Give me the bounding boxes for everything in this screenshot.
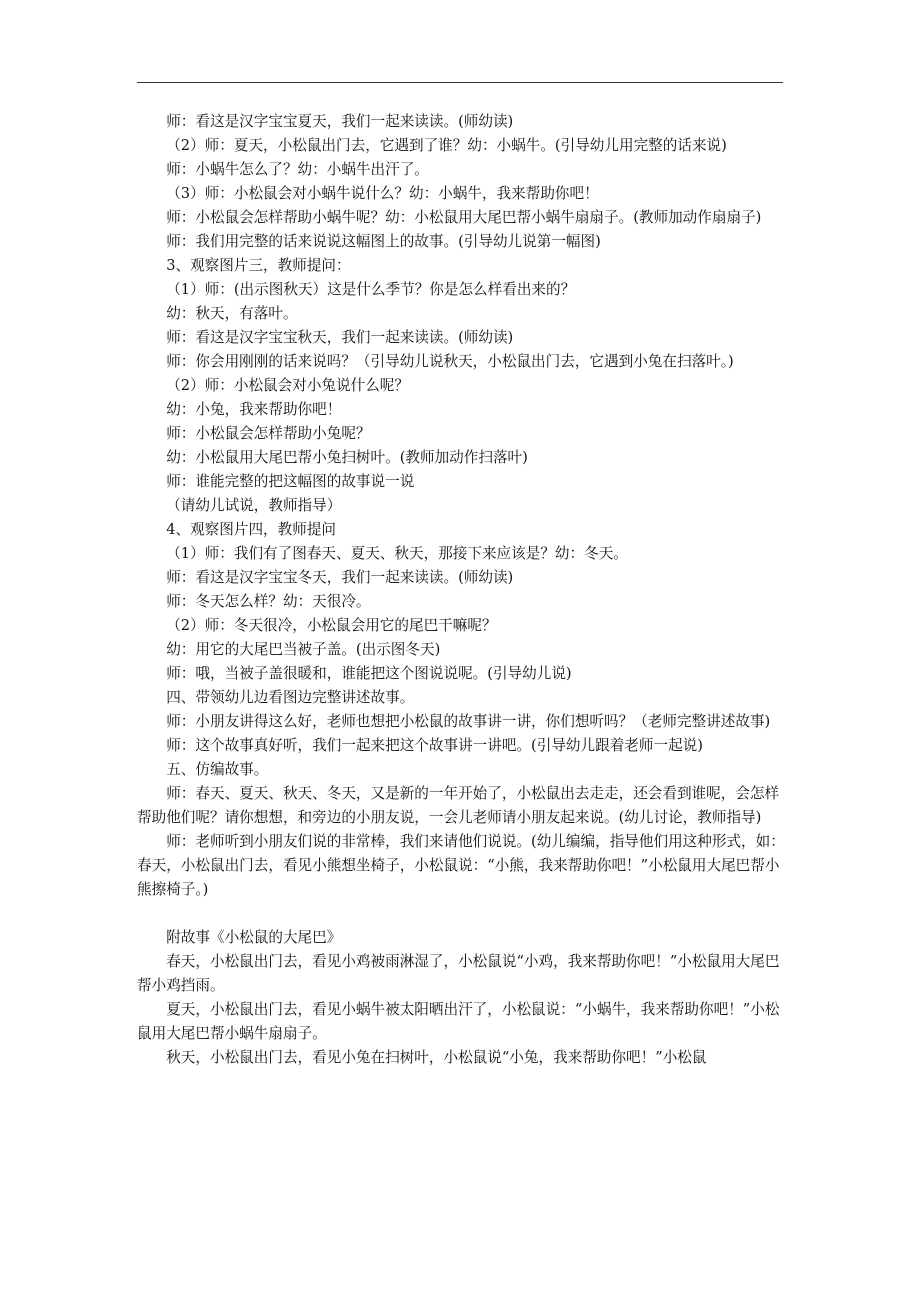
paragraph: 幼：用它的大尾巴当被子盖。(出示图冬天)	[166, 641, 441, 658]
paragraph: （2）师：小松鼠会对小兔说什么呢？	[166, 377, 409, 394]
paragraph: （1）师：(出示图秋天）这是什么季节？你是怎么样看出来的？	[166, 281, 576, 298]
paragraph: 师：这个故事真好听，我们一起来把这个故事讲一讲吧。(引导幼儿跟着老师一起说)	[166, 737, 703, 754]
paragraph: 师：小松鼠会怎样帮助小兔呢？	[166, 425, 371, 442]
story-paragraph: 秋天，小松鼠出门去，看见小兔在扫树叶，小松鼠说“小兔，我来帮助你吧！”小松鼠	[166, 1049, 707, 1066]
paragraph: 师：我们用完整的话来说说这幅图上的故事。(引导幼儿说第一幅图)	[166, 233, 601, 250]
paragraph: 幼：秋天，有落叶。	[166, 305, 298, 322]
paragraph: 幼：小松鼠用大尾巴帮小兔扫树叶。(教师加动作扫落叶)	[166, 449, 528, 466]
story-paragraph: 夏天，小松鼠出门去，看见小蜗牛被太阳晒出汗了，小松鼠说：“小蜗牛，我来帮助你吧！”小松鼠用大尾巴帮小蜗牛扇扇子。	[137, 1001, 780, 1042]
paragraph: 师：看这是汉字宝宝秋天，我们一起来读读。(师幼读)	[166, 329, 514, 346]
header-rule	[137, 82, 783, 83]
section-heading: 四、带领幼儿边看图边完整讲述故事。	[166, 689, 415, 706]
paragraph: 师：看这是汉字宝宝夏天，我们一起来读读。(师幼读)	[166, 113, 514, 130]
paragraph: 师：小松鼠会怎样帮助小蜗牛呢？幼：小松鼠用大尾巴帮小蜗牛扇扇子。(教师加动作扇扇子)	[166, 209, 762, 226]
paragraph: （2）师：冬天很冷，小松鼠会用它的尾巴干嘛呢？	[166, 617, 497, 634]
appendix-title: 附故事《小松鼠的大尾巴》	[166, 929, 342, 946]
section-heading: 4、观察图片四，教师提问	[166, 521, 337, 538]
document-body	[137, 110, 787, 1070]
story-paragraph: 春天，小松鼠出门去，看见小鸡被雨淋湿了，小松鼠说“小鸡，我来帮助你吧！”小松鼠用大尾巴帮小鸡挡雨。	[137, 953, 780, 994]
paragraph: 师：你会用刚刚的话来说吗？（引导幼儿说秋天，小松鼠出门去，它遇到小兔在扫落叶。)	[166, 353, 734, 370]
paragraph: 师：冬天怎么样？幼：天很冷。	[166, 593, 371, 610]
section-heading: 3、观察图片三，教师提问：	[166, 257, 351, 274]
paragraph: 师：老师听到小朋友们说的非常棒，我们来请他们说说。(幼儿编编，指导他们用这种形式，如：春天，小松鼠出门去，看见小熊想坐椅子，小松鼠说：“小熊，我来帮助你吧！”小松鼠用大尾巴帮小熊擦椅子。)	[137, 833, 785, 898]
paragraph: 师：看这是汉字宝宝冬天，我们一起来读读。(师幼读)	[166, 569, 514, 586]
paragraph: （请幼儿试说，教师指导）	[166, 497, 342, 514]
paragraph: （3）师：小松鼠会对小蜗牛说什么？幼：小蜗牛，我来帮助你吧！	[166, 185, 599, 202]
paragraph: 师：小蜗牛怎么了？幼：小蜗牛出汗了。	[166, 161, 429, 178]
blank-line	[137, 902, 787, 926]
paragraph: （1）师：我们有了图春天、夏天、秋天，那接下来应该是？幼：冬天。	[166, 545, 628, 562]
paragraph: 师：谁能完整的把这幅图的故事说一说	[166, 473, 415, 490]
paragraph: （2）师：夏天，小松鼠出门去，它遇到了谁？幼：小蜗牛。(引导幼儿用完整的话来说)	[166, 137, 727, 154]
paragraph: 师：哦，当被子盖很暖和，谁能把这个图说说呢。(引导幼儿说)	[166, 665, 572, 682]
paragraph: 幼：小兔，我来帮助你吧！	[166, 401, 342, 418]
section-heading: 五、仿编故事。	[166, 761, 269, 778]
paragraph: 师：小朋友讲得这么好，老师也想把小松鼠的故事讲一讲，你们想听吗？（老师完整讲述故事)	[166, 713, 771, 730]
paragraph: 师：春天、夏天、秋天、冬天，又是新的一年开始了，小松鼠出去走走，还会看到谁呢，会怎样帮助他们呢？请你想想，和旁边的小朋友说，一会儿老师请小朋友起来说。(幼儿讨论，教师指导)	[137, 785, 780, 826]
